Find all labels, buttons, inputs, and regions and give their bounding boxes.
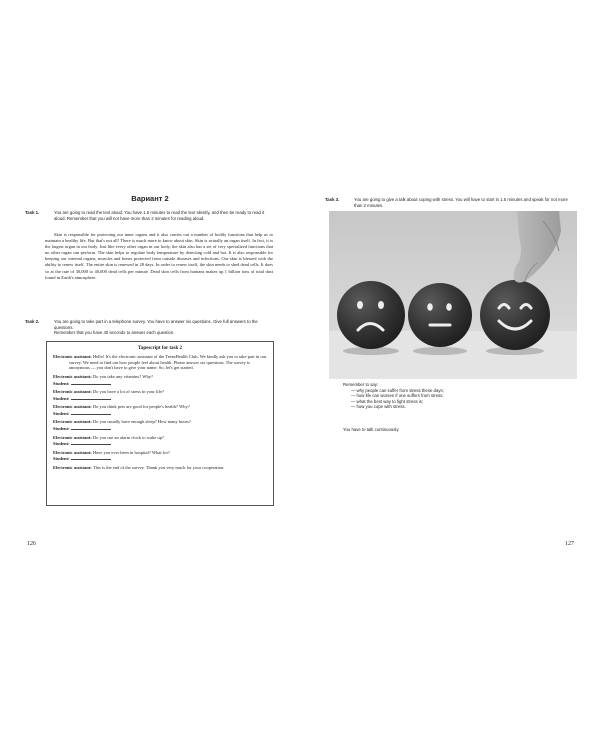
task1-reading-text: Skin is responsible for protecting our inner organs and it also carries out a number of bodily functions that help us to maintain a healthy life. But that's not all! There is much more to know about skin. Skin is actually an organ itself. In fact, it is the largest organ in our body. Just like every other organ in our body, the skin also has a set of very specialized functions that no other organ can perform. The skin helps to regulate body temperature by detecting cold and hot. It is also responsible for keeping our internal organs, muscles and bones protected from outside diseases and infections. Our skin is blessed with the ability to renew itself. The entire skin is renewed in 28 days. In order to renew itself, the skin needs to shed dead cells. It does so at the rate of 30,000 to 40,000 dead cells per minute. Dead skin cells from humans makes up 1 billion tons of total dust found in Earth's atmosphere. (45, 232, 273, 280)
student-answer-line: Student: (53, 380, 267, 387)
assistant-line: Electronic assistant: Do you have a lot of stress in your life? (53, 389, 165, 395)
student-answer-line: Student: (53, 455, 267, 462)
remember-title: Remember to say: (343, 382, 379, 387)
happy-face-ball (480, 280, 550, 350)
assistant-line: Electronic assistant: Do you usually have enough sleep? How many hours? (53, 419, 191, 425)
student-answer-line: Student: (53, 425, 267, 432)
assistant-line: Electronic assistant: Do you take any vitamins? Why? (53, 374, 153, 380)
answer-blank (71, 455, 111, 460)
answer-blank (71, 380, 111, 385)
task3-label: Task 3. (325, 197, 340, 202)
answer-blank (71, 395, 111, 400)
remember-list (343, 382, 583, 410)
task2-instructions-text: You are going to take part in a telephone survey. You have to answer six questions. Give full answers to the questions. (54, 319, 258, 330)
assistant-line: Electronic assistant: Do you use an alarm clock to wake up? (53, 434, 164, 440)
task1-instructions-text: You are going to read the text aloud. You have 1.5 minutes to read the text silently, and then be ready to read it aloud. Remember that you will not have more than 2 minutes for reading aloud. (54, 210, 265, 221)
page-number-left: 126 (27, 541, 36, 547)
student-answer-line: Student: (53, 440, 267, 447)
answer-blank (71, 410, 111, 415)
answer-blank (71, 440, 111, 445)
closing-note: You have to talk continuously. (343, 427, 400, 432)
assistant-line: Electronic assistant: Have you ever been in hospital? What for? (53, 449, 170, 455)
student-answer-line: Student: (53, 410, 267, 417)
assistant-line: Electronic assistant: Hello! It's the electronic assistant of the TeensHealth Club. We kindly ask you to take part in our survey. We need to find out how people feel about health. Please answer six questions. The survey is anonymous — you don't have to give your name. So, let's get started. (53, 353, 267, 371)
speaker-label: Electronic assistant: (53, 353, 92, 359)
remember-item: — what the best way to fight stress is; (351, 398, 424, 404)
task2-reminder: Remember that you have 40 seconds to answer each question. (54, 330, 175, 336)
emoji-balls-illustration (329, 211, 577, 379)
task2-instructions (25, 319, 275, 336)
sad-face-ball (337, 281, 405, 349)
task3-instructions (325, 197, 577, 208)
task2-label: Task 2. (25, 319, 40, 324)
page-number-right: 127 (565, 541, 574, 547)
remember-item: — how you cope with stress. (351, 404, 406, 410)
assistant-line: Electronic assistant: Do you think pets are good for people's health? Why? (53, 404, 190, 410)
variant-title: Вариант 2 (131, 194, 169, 203)
task1-instructions (25, 210, 275, 221)
hand-icon (514, 211, 561, 283)
tapescript-title: Tapescript for task 2 (137, 346, 183, 351)
tapescript-box (46, 341, 274, 506)
task3-instructions-text: You are going to give a talk about coping with stress. You will have to start in 1.5 minutes and speak for not more than 2 minutes. (354, 197, 568, 208)
neutral-face-ball (408, 283, 472, 347)
ball-shadow (413, 347, 467, 355)
emoji-balls-photo (329, 211, 577, 379)
remember-item: — why people can suffer from stress these days; (351, 387, 444, 393)
remember-item: — how life can worsen if one suffers from stress; (351, 393, 444, 399)
answer-blank (71, 425, 111, 430)
student-answer-line: Student: (53, 395, 267, 402)
task1-label: Task 1. (25, 210, 40, 215)
assistant-line: Electronic assistant: This is the end of the survey. Thank you very much for your cooperation. (53, 464, 225, 470)
